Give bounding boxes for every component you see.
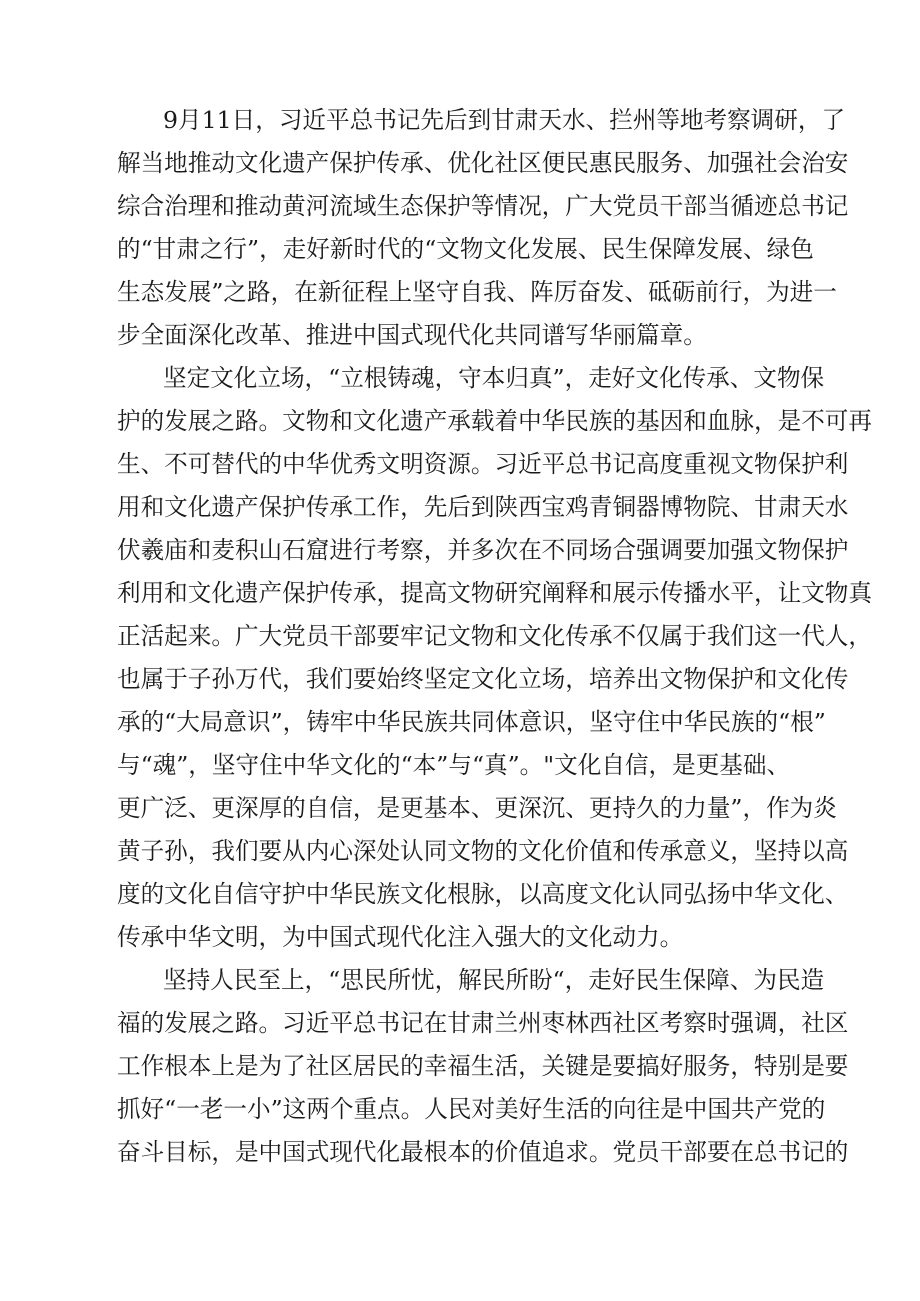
paragraph-2-line-9: 承的“大局意识”，铸牢中华民族共同体意识，坚守住中华民族的“根” [117, 708, 826, 736]
paragraph-3-line-1: 坚持人民至上，“思民所忧，解民所盼“，走好民生保障、为民造 [163, 966, 825, 994]
paragraph-2-line-4: 用和文化遗产保护传承工作，先后到陕西宝鸡青铜器博物院、甘肃天水 [117, 493, 849, 521]
paragraph-2-line-6: 利用和文化遗产保护传承，提高文物研究阐释和展示传播水平，让文物真 [117, 579, 872, 607]
paragraph-2-line-7: 正活起来。广大党员干部要牢记文物和文化传承不仅属于我们这一代人， [117, 622, 872, 650]
paragraph-1-line-1: 9月11日，习近平总书记先后到甘肃天水、拦州等地考察调研，了 [163, 106, 846, 134]
paragraph-3-line-2: 福的发展之路。习近平总书记在甘肃兰州枣林西社区考察时强调，社区 [117, 1009, 849, 1037]
paragraph-1-line-3: 综合治理和推动黄河流域生态保护等情况，广大党员干部当循迹总书记 [117, 192, 849, 220]
paragraph-1-line-6: 步全面深化改革、推进中国式现代化共同谱写华丽篇章。 [117, 321, 707, 349]
paragraph-2-line-12: 黄子孙，我们要从内心深处认同文物的文化价值和传承意义，坚持以高 [117, 837, 849, 865]
paragraph-2-line-14: 传承中华文明，为中国式现代化注入强大的文化动力。 [117, 923, 684, 951]
paragraph-2-line-10: 与“魂”，坚守住中华文化的“本”与“真”。"文化自信，是更基础、 [117, 751, 791, 779]
paragraph-2-line-11: 更广泛、更深厚的自信，是更基本、更深沉、更持久的力量”，作为炎 [117, 794, 837, 822]
paragraph-2-line-5: 伏羲庙和麦积山石窟进行考察，并多次在不同场合强调要加强文物保护 [117, 536, 849, 564]
paragraph-2-line-2: 护的发展之路。文物和文化遗产承载着中华民族的基因和血脉，是不可再 [117, 407, 872, 435]
paragraph-2-line-1: 坚定文化立场，“立根铸魂，守本归真”，走好文化传承、文物保 [163, 364, 825, 392]
paragraph-1-line-5: 生态发展”之路，在新征程上坚守自我、阵厉奋发、砥砺前行，为进一 [117, 278, 837, 306]
paragraph-2-line-3: 生、不可替代的中华优秀文明资源。习近平总书记高度重视文物保护利 [117, 450, 849, 478]
paragraph-2-line-8: 也属于子孙万代，我们要始终坚定文化立场，培养出文物保护和文化传 [117, 665, 849, 693]
paragraph-2-line-13: 度的文化自信守护中华民族文化根脉，以高度文化认同弘扬中华文化、 [117, 880, 849, 908]
paragraph-3-line-3: 工作根本上是为了社区居民的幸福生活，关键是要搞好服务，特别是要 [117, 1052, 849, 1080]
paragraph-3-line-5: 奋斗目标，是中国式现代化最根本的价值追求。党员干部要在总书记的 [117, 1138, 849, 1166]
paragraph-3-line-4: 抓好“一老一小”这两个重点。人民对美好生活的向往是中国共产党的 [117, 1095, 826, 1123]
paragraph-1-line-4: 的“甘肃之行”，走好新时代的“文物文化发展、民生保障发展、绿色 [117, 235, 814, 263]
paragraph-1-line-2: 解当地推动文化遗产保护传承、优化社区便民惠民服务、加强社会治安 [117, 149, 849, 177]
